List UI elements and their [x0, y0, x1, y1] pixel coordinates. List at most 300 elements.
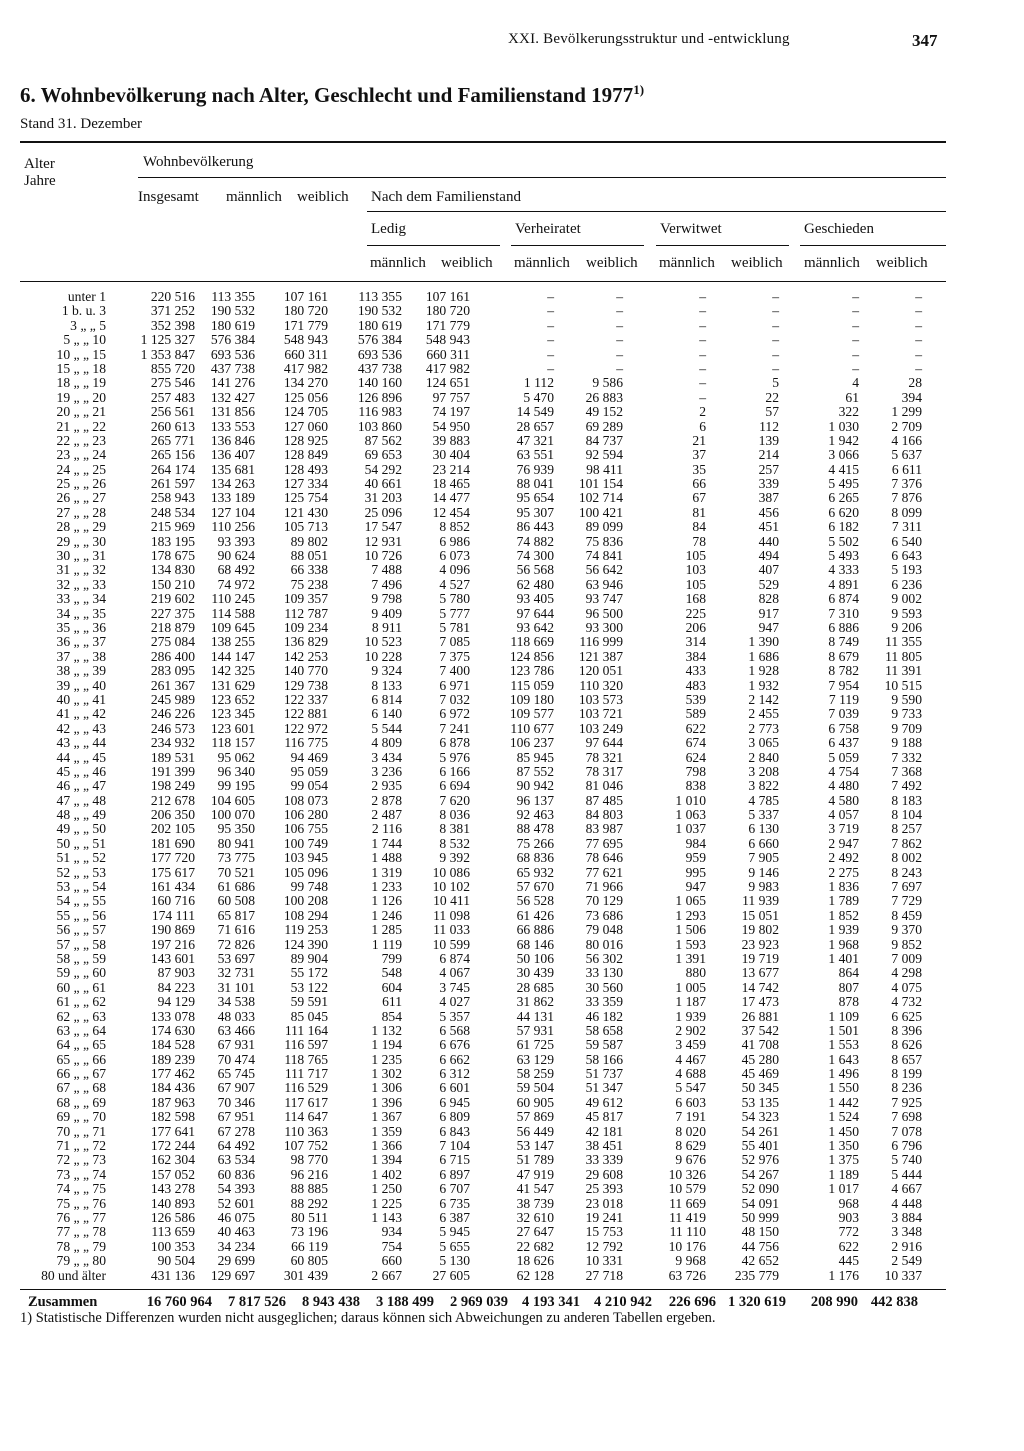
sub-header-divorced-male: männlich: [804, 255, 860, 271]
value-cell: 11 669: [669, 1195, 706, 1211]
value-cell: 22: [765, 389, 779, 405]
value-cell: 118 765: [284, 1051, 328, 1067]
value-cell: 1 359: [371, 1123, 402, 1139]
value-cell: 41 708: [741, 1037, 779, 1053]
value-cell: 58 658: [585, 1022, 623, 1038]
value-cell: 225: [685, 605, 706, 621]
value-cell: 123 601: [210, 720, 255, 736]
total-row: [0, 1292, 1024, 1312]
value-cell: –: [547, 317, 554, 333]
age-cell: 56 „ „ 57: [56, 922, 106, 938]
value-cell: 218 879: [150, 619, 195, 635]
value-cell: 8 396: [891, 1022, 922, 1038]
value-cell: 7 925: [891, 1094, 922, 1110]
value-cell: 674: [685, 735, 706, 751]
value-cell: 95 059: [290, 763, 328, 779]
value-cell: 69 653: [364, 447, 402, 463]
value-cell: 83 987: [585, 821, 623, 837]
value-cell: 2 709: [891, 418, 922, 434]
value-cell: 371 252: [150, 303, 195, 319]
value-cell: 548 943: [425, 332, 470, 348]
value-cell: 30 439: [516, 965, 554, 981]
age-cell: 5 „ „ 10: [63, 332, 106, 348]
table-row: [0, 707, 1024, 721]
value-cell: 77 695: [585, 835, 623, 851]
age-cell: 32 „ „ 33: [56, 576, 106, 592]
value-cell: 63 551: [516, 447, 554, 463]
sub-header-widowed-male: männlich: [659, 255, 715, 271]
value-cell: 51 347: [585, 1080, 623, 1096]
value-cell: 55 401: [741, 1138, 779, 1154]
value-cell: 38 739: [516, 1195, 554, 1211]
age-cell: 73 „ „ 74: [56, 1166, 106, 1182]
table-row: [0, 880, 1024, 894]
value-cell: 93 300: [585, 619, 623, 635]
value-cell: –: [772, 332, 779, 348]
value-cell: 433: [685, 663, 706, 679]
age-cell: 65 „ „ 66: [56, 1051, 106, 1067]
value-cell: 934: [381, 1224, 402, 1240]
table-row: [0, 779, 1024, 793]
value-cell: 61 686: [217, 879, 255, 895]
value-cell: 106 280: [283, 807, 328, 823]
age-cell: 80 und älter: [41, 1267, 106, 1283]
value-cell: 1 010: [675, 792, 706, 808]
value-cell: 33 359: [585, 994, 623, 1010]
value-cell: 75 266: [516, 835, 554, 851]
value-cell: 27 647: [516, 1224, 554, 1240]
value-cell: 85 945: [516, 749, 554, 765]
value-cell: –: [547, 289, 554, 304]
table-row: [0, 1269, 1024, 1283]
value-cell: 95 654: [516, 490, 554, 506]
value-cell: 8 459: [891, 907, 922, 923]
value-cell: 21: [692, 432, 706, 448]
value-cell: 8 199: [891, 1066, 922, 1082]
value-cell: 2: [699, 404, 706, 420]
age-cell: 75 „ „ 76: [56, 1195, 106, 1211]
value-cell: 189 239: [150, 1051, 195, 1067]
value-cell: 1 030: [828, 418, 859, 434]
value-cell: 52 601: [217, 1195, 255, 1211]
value-cell: 113 355: [211, 289, 255, 304]
value-cell: 7 954: [828, 677, 859, 693]
value-cell: 88 885: [290, 1181, 328, 1197]
value-cell: 1 235: [371, 1051, 402, 1067]
value-cell: 6 945: [439, 1094, 470, 1110]
value-cell: 45 469: [741, 1066, 779, 1082]
value-cell: 144 147: [210, 648, 255, 664]
value-cell: 1 306: [371, 1080, 402, 1096]
value-cell: –: [699, 317, 706, 333]
value-cell: 7 376: [891, 476, 922, 492]
total-label: Zusammen: [28, 1294, 98, 1310]
value-cell: 1 550: [828, 1080, 859, 1096]
value-cell: 111 164: [284, 1022, 328, 1038]
value-cell: 81: [692, 504, 706, 520]
value-cell: 123 345: [210, 706, 255, 722]
age-cell: 40 „ „ 41: [56, 691, 106, 707]
value-cell: 27 718: [585, 1267, 623, 1283]
age-cell: 50 „ „ 51: [56, 835, 106, 851]
value-cell: 2 142: [748, 691, 779, 707]
table-row: [0, 995, 1024, 1009]
value-cell: 3 459: [675, 1037, 706, 1053]
value-cell: 60 836: [217, 1166, 255, 1182]
value-cell: 116 597: [284, 1037, 328, 1053]
value-cell: –: [547, 303, 554, 319]
value-cell: 445: [838, 1253, 859, 1269]
total-cell: 1 320 619: [728, 1294, 786, 1310]
value-cell: 660: [381, 1253, 402, 1269]
value-cell: 59 587: [585, 1037, 623, 1053]
table-row: [0, 1024, 1024, 1038]
value-cell: 7 009: [891, 950, 922, 966]
value-cell: 115 059: [510, 677, 554, 693]
value-cell: 41 547: [516, 1181, 554, 1197]
value-cell: 105: [685, 576, 706, 592]
value-cell: 9 983: [748, 879, 779, 895]
value-cell: 417 982: [283, 360, 328, 376]
value-cell: 105: [685, 548, 706, 564]
table-row: [0, 463, 1024, 477]
table-row: [0, 592, 1024, 606]
value-cell: 548: [381, 965, 402, 981]
value-cell: 286 400: [150, 648, 195, 664]
value-cell: 9 798: [371, 591, 402, 607]
value-cell: 283 095: [150, 663, 195, 679]
value-cell: 5 130: [439, 1253, 470, 1269]
age-cell: 28 „ „ 29: [56, 519, 106, 535]
value-cell: 2 549: [891, 1253, 922, 1269]
value-cell: 142 253: [283, 648, 328, 664]
value-cell: 10 102: [432, 879, 470, 895]
value-cell: 98 770: [290, 1152, 328, 1168]
value-cell: 6 236: [891, 576, 922, 592]
value-cell: 34 234: [217, 1238, 255, 1254]
table-row: [0, 909, 1024, 923]
value-cell: 1 789: [828, 893, 859, 909]
value-cell: 90 942: [516, 778, 554, 794]
value-cell: 7 697: [891, 879, 922, 895]
value-cell: 124 705: [283, 404, 328, 420]
value-cell: 109 645: [210, 619, 255, 635]
value-cell: 5 502: [828, 533, 859, 549]
value-cell: 180 720: [425, 303, 470, 319]
value-cell: 4 891: [828, 576, 859, 592]
value-cell: 8 104: [891, 807, 922, 823]
value-cell: 9 590: [891, 691, 922, 707]
value-cell: 90 624: [217, 548, 255, 564]
value-cell: 109 577: [509, 706, 554, 722]
value-cell: 65 932: [516, 864, 554, 880]
value-cell: 5 777: [439, 605, 470, 621]
value-cell: 1 017: [828, 1181, 859, 1197]
value-cell: 136 829: [283, 634, 328, 650]
value-cell: 62 128: [516, 1267, 554, 1283]
value-cell: 903: [838, 1210, 859, 1225]
value-cell: 123 786: [509, 663, 554, 679]
value-cell: 57 869: [516, 1109, 554, 1125]
value-cell: 4 027: [439, 994, 470, 1010]
value-cell: 66 119: [291, 1238, 328, 1254]
value-cell: 48 150: [741, 1224, 779, 1240]
value-cell: 150 210: [150, 576, 195, 592]
value-cell: 6 676: [439, 1037, 470, 1053]
value-cell: 49 152: [585, 404, 623, 420]
value-cell: 35: [692, 461, 706, 477]
value-cell: 124 651: [425, 375, 470, 391]
age-cell: 62 „ „ 63: [56, 1008, 106, 1024]
value-cell: 93 747: [585, 591, 623, 607]
value-cell: 622: [685, 720, 706, 736]
value-cell: 1 250: [371, 1181, 402, 1197]
value-cell: 97 757: [432, 389, 470, 405]
value-cell: 190 869: [150, 922, 195, 938]
value-cell: 1 501: [828, 1022, 859, 1038]
value-cell: 7 039: [828, 706, 859, 722]
value-cell: 101 154: [578, 476, 623, 492]
value-cell: 1 293: [675, 907, 706, 923]
value-cell: 113 355: [358, 289, 402, 304]
age-cell: 46 „ „ 47: [56, 778, 106, 794]
value-cell: 50 345: [741, 1080, 779, 1096]
value-cell: 12 931: [364, 533, 402, 549]
age-cell: 29 „ „ 30: [56, 533, 106, 549]
value-cell: 100 070: [210, 807, 255, 823]
value-cell: 171 779: [425, 317, 470, 333]
value-cell: 168: [685, 591, 706, 607]
value-cell: 5 655: [439, 1238, 470, 1254]
value-cell: 100 421: [578, 504, 623, 520]
value-cell: 798: [685, 763, 706, 779]
value-cell: 7 241: [439, 720, 470, 736]
value-cell: 49 612: [585, 1094, 623, 1110]
age-cell: 57 „ „ 58: [56, 936, 106, 952]
value-cell: 25 393: [585, 1181, 623, 1197]
value-cell: 84 223: [157, 979, 195, 995]
value-cell: 1 319: [371, 864, 402, 880]
value-cell: 116 529: [284, 1080, 328, 1096]
value-cell: 4 075: [891, 979, 922, 995]
value-cell: 5 059: [828, 749, 859, 765]
age-cell: 24 „ „ 25: [56, 461, 106, 477]
age-cell: 52 „ „ 53: [56, 864, 106, 880]
value-cell: 133 553: [210, 418, 255, 434]
value-cell: 1 375: [828, 1152, 859, 1168]
table-row: [0, 1139, 1024, 1153]
title-footnote-marker: 1): [633, 82, 645, 97]
value-cell: 55 172: [290, 965, 328, 981]
value-cell: 6 140: [371, 706, 402, 722]
table-row: [0, 635, 1024, 649]
value-cell: 220 516: [150, 289, 195, 304]
value-cell: 838: [685, 778, 706, 794]
value-cell: 4 448: [891, 1195, 922, 1211]
value-cell: 53 697: [217, 950, 255, 966]
value-cell: 60 805: [290, 1253, 328, 1269]
value-cell: 539: [685, 691, 706, 707]
value-cell: 122 337: [283, 691, 328, 707]
value-cell: 10 086: [432, 864, 470, 880]
value-cell: 75 238: [290, 576, 328, 592]
value-cell: 604: [381, 979, 402, 995]
value-cell: 693 536: [357, 346, 402, 362]
value-cell: 109 180: [509, 691, 554, 707]
value-cell: 174 630: [150, 1022, 195, 1038]
table-title-text: 6. Wohnbevölkerung nach Alter, Geschlecht und Familienstand 1977: [20, 83, 634, 107]
table-row: [0, 448, 1024, 462]
table-row: [0, 851, 1024, 865]
value-cell: 61 426: [516, 907, 554, 923]
value-cell: 8 243: [891, 864, 922, 880]
value-cell: 13 677: [741, 965, 779, 981]
value-cell: 9 593: [891, 605, 922, 621]
value-cell: 9 586: [592, 375, 623, 391]
value-cell: 89 099: [585, 519, 623, 535]
value-cell: –: [915, 317, 922, 333]
value-cell: 440: [758, 533, 779, 549]
value-cell: 138 255: [210, 634, 255, 650]
value-cell: 93 642: [516, 619, 554, 635]
sub-header-married-female: weiblich: [586, 255, 638, 271]
value-cell: 108 294: [283, 907, 328, 923]
value-cell: 122 881: [283, 706, 328, 722]
sub-header-widowed-female: weiblich: [731, 255, 783, 271]
value-cell: 95 350: [217, 821, 255, 837]
value-cell: 6 601: [439, 1080, 470, 1096]
table-row: [0, 319, 1024, 333]
table-row: [0, 420, 1024, 434]
value-cell: 275 084: [150, 634, 195, 650]
value-cell: –: [616, 317, 623, 333]
value-cell: 56 449: [516, 1123, 554, 1139]
value-cell: 6 662: [439, 1051, 470, 1067]
rule-widowed: [656, 245, 789, 246]
value-cell: 198 249: [150, 778, 195, 794]
value-cell: 74 972: [217, 576, 255, 592]
value-cell: 456: [758, 504, 779, 520]
value-cell: 190 532: [357, 303, 402, 319]
value-cell: 70 129: [585, 893, 623, 909]
value-cell: 124 856: [509, 648, 554, 664]
value-cell: 6 182: [828, 519, 859, 535]
value-cell: 6 814: [371, 691, 402, 707]
value-cell: 14 742: [741, 979, 779, 995]
table-row: [0, 693, 1024, 707]
value-cell: 93 393: [217, 533, 255, 549]
value-cell: 87 562: [364, 432, 402, 448]
value-cell: 2 947: [828, 835, 859, 851]
value-cell: 1 852: [828, 907, 859, 923]
value-cell: 15 753: [585, 1224, 623, 1240]
value-cell: 66 886: [516, 922, 554, 938]
value-cell: 61 725: [516, 1037, 554, 1053]
value-cell: 70 521: [217, 864, 255, 880]
value-cell: 202 105: [150, 821, 195, 837]
value-cell: 1 593: [675, 936, 706, 952]
value-cell: 6 758: [828, 720, 859, 736]
age-cell: 21 „ „ 22: [56, 418, 106, 434]
value-cell: 134 830: [150, 562, 195, 578]
value-cell: 4 166: [891, 432, 922, 448]
value-cell: 54 267: [741, 1166, 779, 1182]
value-cell: 10 515: [884, 677, 922, 693]
age-cell: 47 „ „ 48: [56, 792, 106, 808]
value-cell: 42 181: [585, 1123, 623, 1139]
value-cell: 133 078: [150, 1008, 195, 1024]
value-cell: 54 393: [217, 1181, 255, 1197]
value-cell: 89 904: [290, 950, 328, 966]
rule-divorced: [800, 245, 946, 246]
value-cell: 5 495: [828, 476, 859, 492]
value-cell: 161 434: [150, 879, 195, 895]
col-header-divorced: Geschieden: [804, 221, 874, 237]
sub-header-single-female: weiblich: [441, 255, 493, 271]
value-cell: 92 594: [585, 447, 623, 463]
age-cell: 39 „ „ 40: [56, 677, 106, 693]
value-cell: 1 063: [675, 807, 706, 823]
value-cell: –: [852, 332, 859, 348]
value-cell: 8 036: [439, 807, 470, 823]
value-cell: 6 694: [439, 778, 470, 794]
value-cell: –: [699, 289, 706, 304]
age-cell: 35 „ „ 36: [56, 619, 106, 635]
age-cell: 20 „ „ 21: [56, 404, 106, 420]
table-row: [0, 1010, 1024, 1024]
value-cell: 1 233: [371, 879, 402, 895]
table-row: [0, 866, 1024, 880]
value-cell: 28: [908, 375, 922, 391]
value-cell: 53 147: [516, 1138, 554, 1154]
value-cell: 1 246: [371, 907, 402, 923]
value-cell: 10 411: [433, 893, 470, 909]
value-cell: –: [852, 317, 859, 333]
table-row: [0, 837, 1024, 851]
value-cell: –: [699, 389, 706, 405]
age-cell: 42 „ „ 43: [56, 720, 106, 736]
table-row: [0, 650, 1024, 664]
value-cell: 10 337: [884, 1267, 922, 1283]
value-cell: 18 465: [432, 476, 470, 492]
table-subtitle: Stand 31. Dezember: [20, 116, 143, 132]
value-cell: 27 605: [432, 1267, 470, 1283]
value-cell: 1 942: [828, 432, 859, 448]
total-cell: 4 193 341: [522, 1294, 580, 1310]
value-cell: 576 384: [210, 332, 255, 348]
value-cell: –: [699, 360, 706, 376]
value-cell: 6 603: [675, 1094, 706, 1110]
value-cell: 97 644: [516, 605, 554, 621]
value-cell: 127 060: [283, 418, 328, 434]
value-cell: 917: [758, 605, 779, 621]
value-cell: 1 143: [371, 1210, 402, 1225]
value-cell: 3 066: [828, 447, 859, 463]
value-cell: 264 174: [150, 461, 195, 477]
value-cell: 11 419: [669, 1210, 706, 1225]
value-cell: 854: [381, 1008, 402, 1024]
value-cell: 1 391: [675, 950, 706, 966]
age-cell: 67 „ „ 68: [56, 1080, 106, 1096]
value-cell: 95 307: [516, 504, 554, 520]
value-cell: 5 740: [891, 1152, 922, 1168]
value-cell: 12 792: [585, 1238, 623, 1254]
table-row: [0, 333, 1024, 347]
table-row: [0, 679, 1024, 693]
value-cell: 133 189: [210, 490, 255, 506]
col-header-single: Ledig: [371, 221, 406, 237]
value-cell: 31 862: [516, 994, 554, 1010]
